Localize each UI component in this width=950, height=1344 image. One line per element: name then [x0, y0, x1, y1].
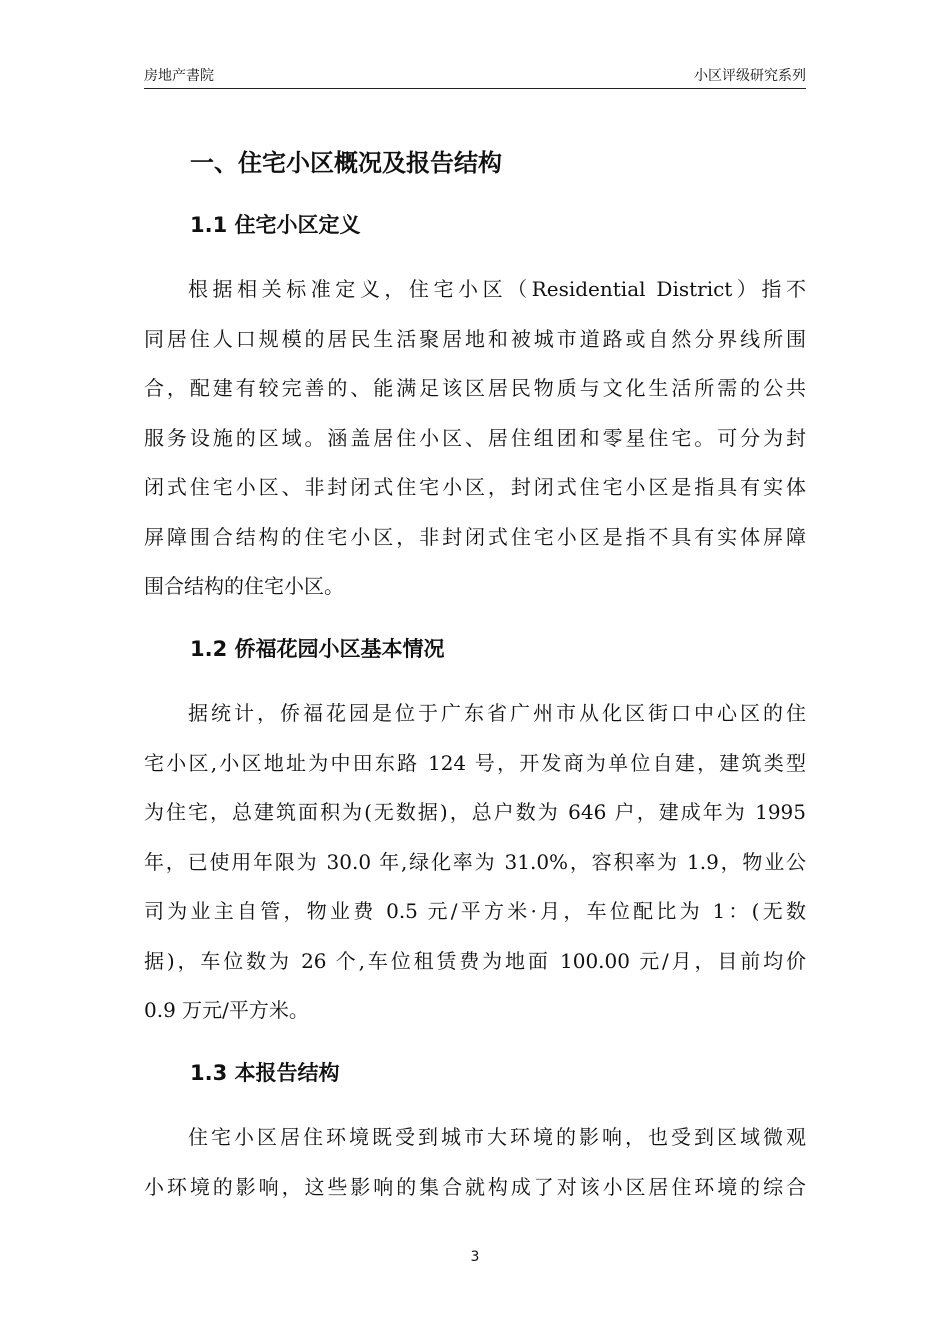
paragraph-line: 闭式住宅小区、非封闭式住宅小区，封闭式住宅小区是指具有实体 — [144, 475, 806, 499]
paragraph-line: 年，已使用年限为 30.0 年,绿化率为 31.0%，容积率为 1.9，物业公 — [144, 849, 806, 874]
paragraph-line: 根据相关标准定义，住宅小区（Residential District）指不 — [188, 277, 806, 301]
section-heading-1-3: 1.3 本报告结构 — [190, 1061, 340, 1085]
section-heading-1-2: 1.2 侨福花园小区基本情况 — [190, 637, 445, 661]
paragraph-line: 同居住人口规模的居民生活聚居地和被城市道路或自然分界线所围 — [144, 326, 806, 351]
section-1-3-paragraph — [144, 1113, 806, 1212]
page-header — [144, 66, 806, 89]
paragraph-line: 宅小区,小区地址为中田东路 124 号，开发商为单位自建，建筑类型 — [144, 750, 806, 775]
header-series: 小区评级研究系列 — [694, 68, 806, 84]
paragraph-line: 司为业主自管，物业费 0.5 元/平方米·月，车位配比为 1：(无数 — [144, 899, 806, 923]
paragraph-line: 据统计，侨福花园是位于广东省广州市从化区街口中心区的住 — [188, 701, 806, 725]
paragraph-line: 合，配建有较完善的、能满足该区居民物质与文化生活所需的公共 — [144, 376, 806, 400]
section-1-1-paragraph — [144, 265, 806, 612]
paragraph-line: 据)，车位数为 26 个,车位租赁费为地面 100.00 元/月，目前均价 — [144, 948, 806, 973]
paragraph-line: 为住宅，总建筑面积为(无数据)，总户数为 646 户，建成年为 1995 — [144, 800, 806, 824]
paragraph-line: 屏障围合结构的住宅小区，非封闭式住宅小区是指不具有实体屏障 — [144, 524, 806, 549]
paragraph-line: 小环境的影响，这些影响的集合就构成了对该小区居住环境的综合 — [144, 1174, 806, 1199]
header-publisher: 房地产書院 — [144, 68, 214, 84]
paragraph-line: 0.9 万元/平方米。 — [144, 998, 309, 1022]
paragraph-line: 住宅小区居住环境既受到城市大环境的影响，也受到区域微观 — [188, 1125, 806, 1149]
section-1-2-paragraph — [144, 689, 806, 1036]
section-heading-1-1: 1.1 住宅小区定义 — [190, 213, 361, 237]
page-number: 3 — [470, 1249, 480, 1265]
paragraph-line: 服务设施的区域。涵盖居住小区、居住组团和零星住宅。可分为封 — [144, 425, 806, 450]
chapter-heading: 一、住宅小区概况及报告结构 — [190, 149, 502, 177]
paragraph-line: 围合结构的住宅小区。 — [144, 574, 344, 598]
